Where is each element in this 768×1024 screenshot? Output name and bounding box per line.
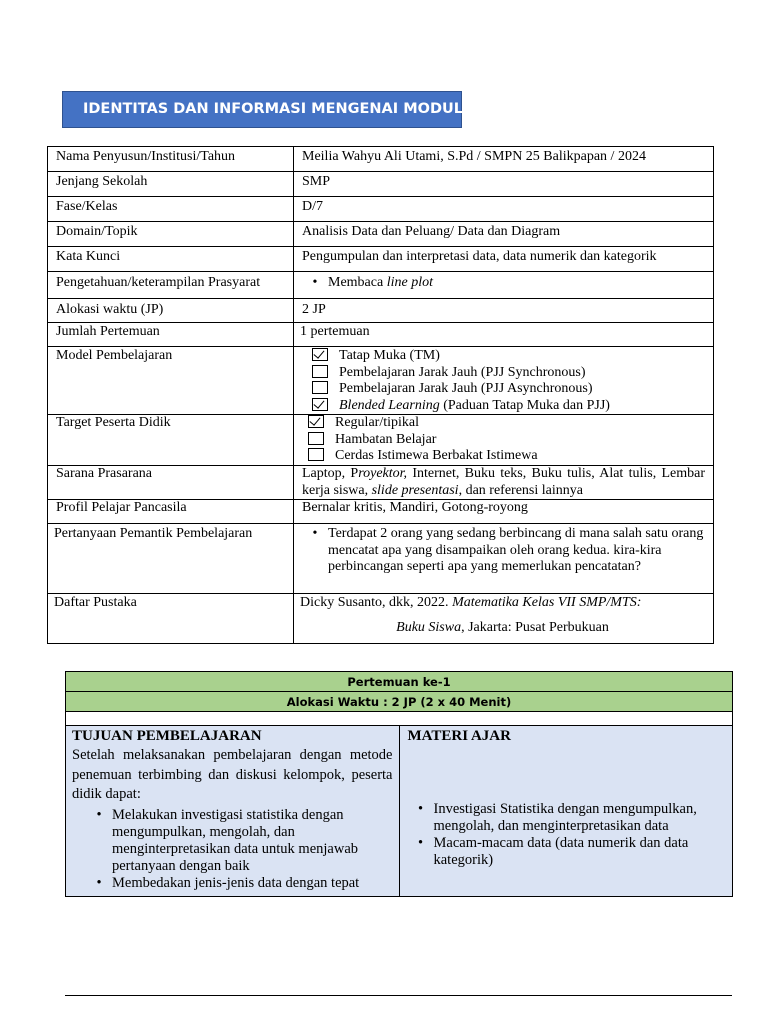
row-value: 2 JP <box>294 299 714 323</box>
row-value: Pengumpulan dan interpretasi data, data numerik dan kategorik <box>294 247 714 272</box>
table-row <box>48 299 714 323</box>
materi-cell <box>399 726 733 897</box>
prasyarat-italic: line plot <box>386 275 433 290</box>
option-label: Pembelajaran Jarak Jauh (PJJ Asynchronous) <box>339 381 593 396</box>
checkbox-checked-icon[interactable] <box>308 415 324 428</box>
meeting-table <box>65 671 733 897</box>
row-label: Fase/Kelas <box>48 197 294 222</box>
row-label: Nama Penyusun/Institusi/Tahun <box>48 147 294 172</box>
row-label: Jenjang Sekolah <box>48 172 294 197</box>
row-label: Daftar Pustaka <box>48 594 294 644</box>
checkbox-option[interactable] <box>312 348 705 365</box>
row-label: Alokasi waktu (JP) <box>48 299 294 323</box>
footer-divider <box>65 995 732 996</box>
list-item <box>302 275 705 292</box>
prasyarat-text: Membaca <box>328 275 387 290</box>
option-label: Tatap Muka (TM) <box>339 348 440 363</box>
sarana-text: , dan referensi lainnya <box>458 482 583 498</box>
sarana-text: Laptop, P <box>302 466 359 481</box>
table-row <box>48 415 714 466</box>
meeting-title: Pertemuan ke-1 <box>66 672 733 692</box>
row-label: Target Peserta Didik <box>48 415 294 466</box>
bullet-icon: • <box>312 526 318 541</box>
row-value: Meilia Wahyu Ali Utami, S.Pd / SMPN 25 Balikpapan / 2024 <box>294 147 714 172</box>
table-row <box>48 222 714 247</box>
pustaka-text: Dicky Susanto, dkk, 2022. <box>300 595 453 610</box>
table-row <box>66 726 733 897</box>
sarana-text: Internet, Buku teks, Buku tulis, Alat tulis, Lembar kerja siswa, <box>302 466 705 498</box>
table-row <box>66 712 733 726</box>
pustaka-italic: Matematika Kelas VII SMP/MTS: <box>452 595 642 610</box>
row-label: Kata Kunci <box>48 247 294 272</box>
checkbox-option[interactable] <box>312 365 705 382</box>
table-row <box>66 692 733 712</box>
row-label: Sarana Prasarana <box>48 466 294 500</box>
table-row <box>48 197 714 222</box>
table-row <box>48 247 714 272</box>
option-label: Hambatan Belajar <box>335 431 437 447</box>
tujuan-item: Melakukan investigasi statistika dengan mengumpulkan, mengolah, dan menginterpretasikan data untuk menjawab pertanyaan dengan baik <box>112 806 359 874</box>
table-row <box>48 172 714 197</box>
table-row <box>48 272 714 299</box>
row-label: Pertanyaan Pemantik Pembelajaran <box>48 524 294 594</box>
row-label: Profil Pelajar Pancasila <box>48 500 294 524</box>
checkbox-empty-icon[interactable] <box>308 432 324 445</box>
list-item <box>408 835 727 869</box>
row-value: 1 pertemuan <box>294 323 714 347</box>
checkbox-option[interactable] <box>308 432 705 449</box>
checkbox-empty-icon[interactable] <box>312 365 328 378</box>
row-label: Model Pembelajaran <box>48 347 294 415</box>
row-label: Jumlah Pertemuan <box>48 323 294 347</box>
table-row <box>48 147 714 172</box>
tujuan-item: Membedakan jenis-jenis data dengan tepat <box>112 874 360 891</box>
bullet-icon: • <box>312 275 318 290</box>
bullet-icon: • <box>417 801 424 817</box>
bullet-icon: • <box>417 835 424 851</box>
bullet-icon: • <box>96 874 102 891</box>
row-value: Bernalar kritis, Mandiri, Gotong-royong <box>294 500 714 524</box>
row-label: Domain/Topik <box>48 222 294 247</box>
row-value <box>294 347 714 415</box>
checkbox-checked-icon[interactable] <box>312 398 328 411</box>
row-value <box>294 272 714 299</box>
identity-table <box>47 146 714 644</box>
sarana-italic: slide presentasi <box>371 482 459 498</box>
checkbox-checked-icon[interactable] <box>312 348 328 361</box>
option-label-italic: Blended Learning <box>339 397 440 413</box>
checkbox-option[interactable] <box>312 381 705 398</box>
list-item <box>86 807 393 875</box>
tujuan-intro: Setelah melaksanakan pembelajaran dengan metode penemuan terbimbing dan diskusi kelompok, peserta didik dapat: <box>72 747 393 802</box>
option-label: (Paduan Tatap Muka dan PJJ) <box>439 397 610 413</box>
materi-item: Investigasi Statistika dengan mengumpulkan, mengolah, dan menginterpretasikan data <box>433 801 697 834</box>
list-item <box>302 526 705 576</box>
table-row <box>48 347 714 415</box>
checkbox-option[interactable] <box>308 415 705 432</box>
row-label: Pengetahuan/keterampilan Prasyarat <box>48 272 294 299</box>
list-item <box>408 801 727 835</box>
table-row <box>48 500 714 524</box>
sarana-italic: royektor, <box>358 466 408 481</box>
materi-item: Macam-macam data (data numerik dan data kategorik) <box>433 835 689 868</box>
table-row <box>48 524 714 594</box>
pustaka-text: , Jakarta: Pusat Perbukuan <box>461 619 609 635</box>
meeting-alokasi: Alokasi Waktu : 2 JP (2 x 40 Menit) <box>66 692 733 712</box>
tujuan-heading: TUJUAN PEMBELAJARAN <box>72 728 262 744</box>
checkbox-empty-icon[interactable] <box>312 381 328 394</box>
table-row <box>66 672 733 692</box>
row-value: SMP <box>294 172 714 197</box>
list-item <box>86 875 393 892</box>
blank-row <box>66 712 733 726</box>
checkbox-option[interactable] <box>312 398 705 415</box>
pemantik-text: Terdapat 2 orang yang sedang berbincang di mana salah satu orang mencatat apa yang disampaikan oleh orang kedua. kira-kira perbincangan seperti apa yang memerlukan pencatatan? <box>328 526 704 574</box>
row-value: D/7 <box>294 197 714 222</box>
row-value <box>294 524 714 594</box>
row-value <box>294 466 714 500</box>
table-row <box>48 466 714 500</box>
row-value <box>294 415 714 466</box>
tujuan-cell <box>66 726 400 897</box>
row-value: Analisis Data dan Peluang/ Data dan Diagram <box>294 222 714 247</box>
option-label: Pembelajaran Jarak Jauh (PJJ Synchronous) <box>339 364 586 380</box>
row-value <box>294 594 714 644</box>
option-label: Cerdas Istimewa Berbakat Istimewa <box>335 448 538 463</box>
option-label: Regular/tipikal <box>335 415 419 430</box>
section-banner: IDENTITAS DAN INFORMASI MENGENAI MODUL <box>62 91 462 128</box>
checkbox-option[interactable] <box>308 448 705 465</box>
materi-heading: MATERI AJAR <box>407 728 511 744</box>
table-row <box>48 594 714 644</box>
pustaka-italic: Buku Siswa <box>396 619 462 635</box>
table-row <box>48 323 714 347</box>
bullet-icon: • <box>96 806 102 823</box>
checkbox-empty-icon[interactable] <box>308 448 324 461</box>
